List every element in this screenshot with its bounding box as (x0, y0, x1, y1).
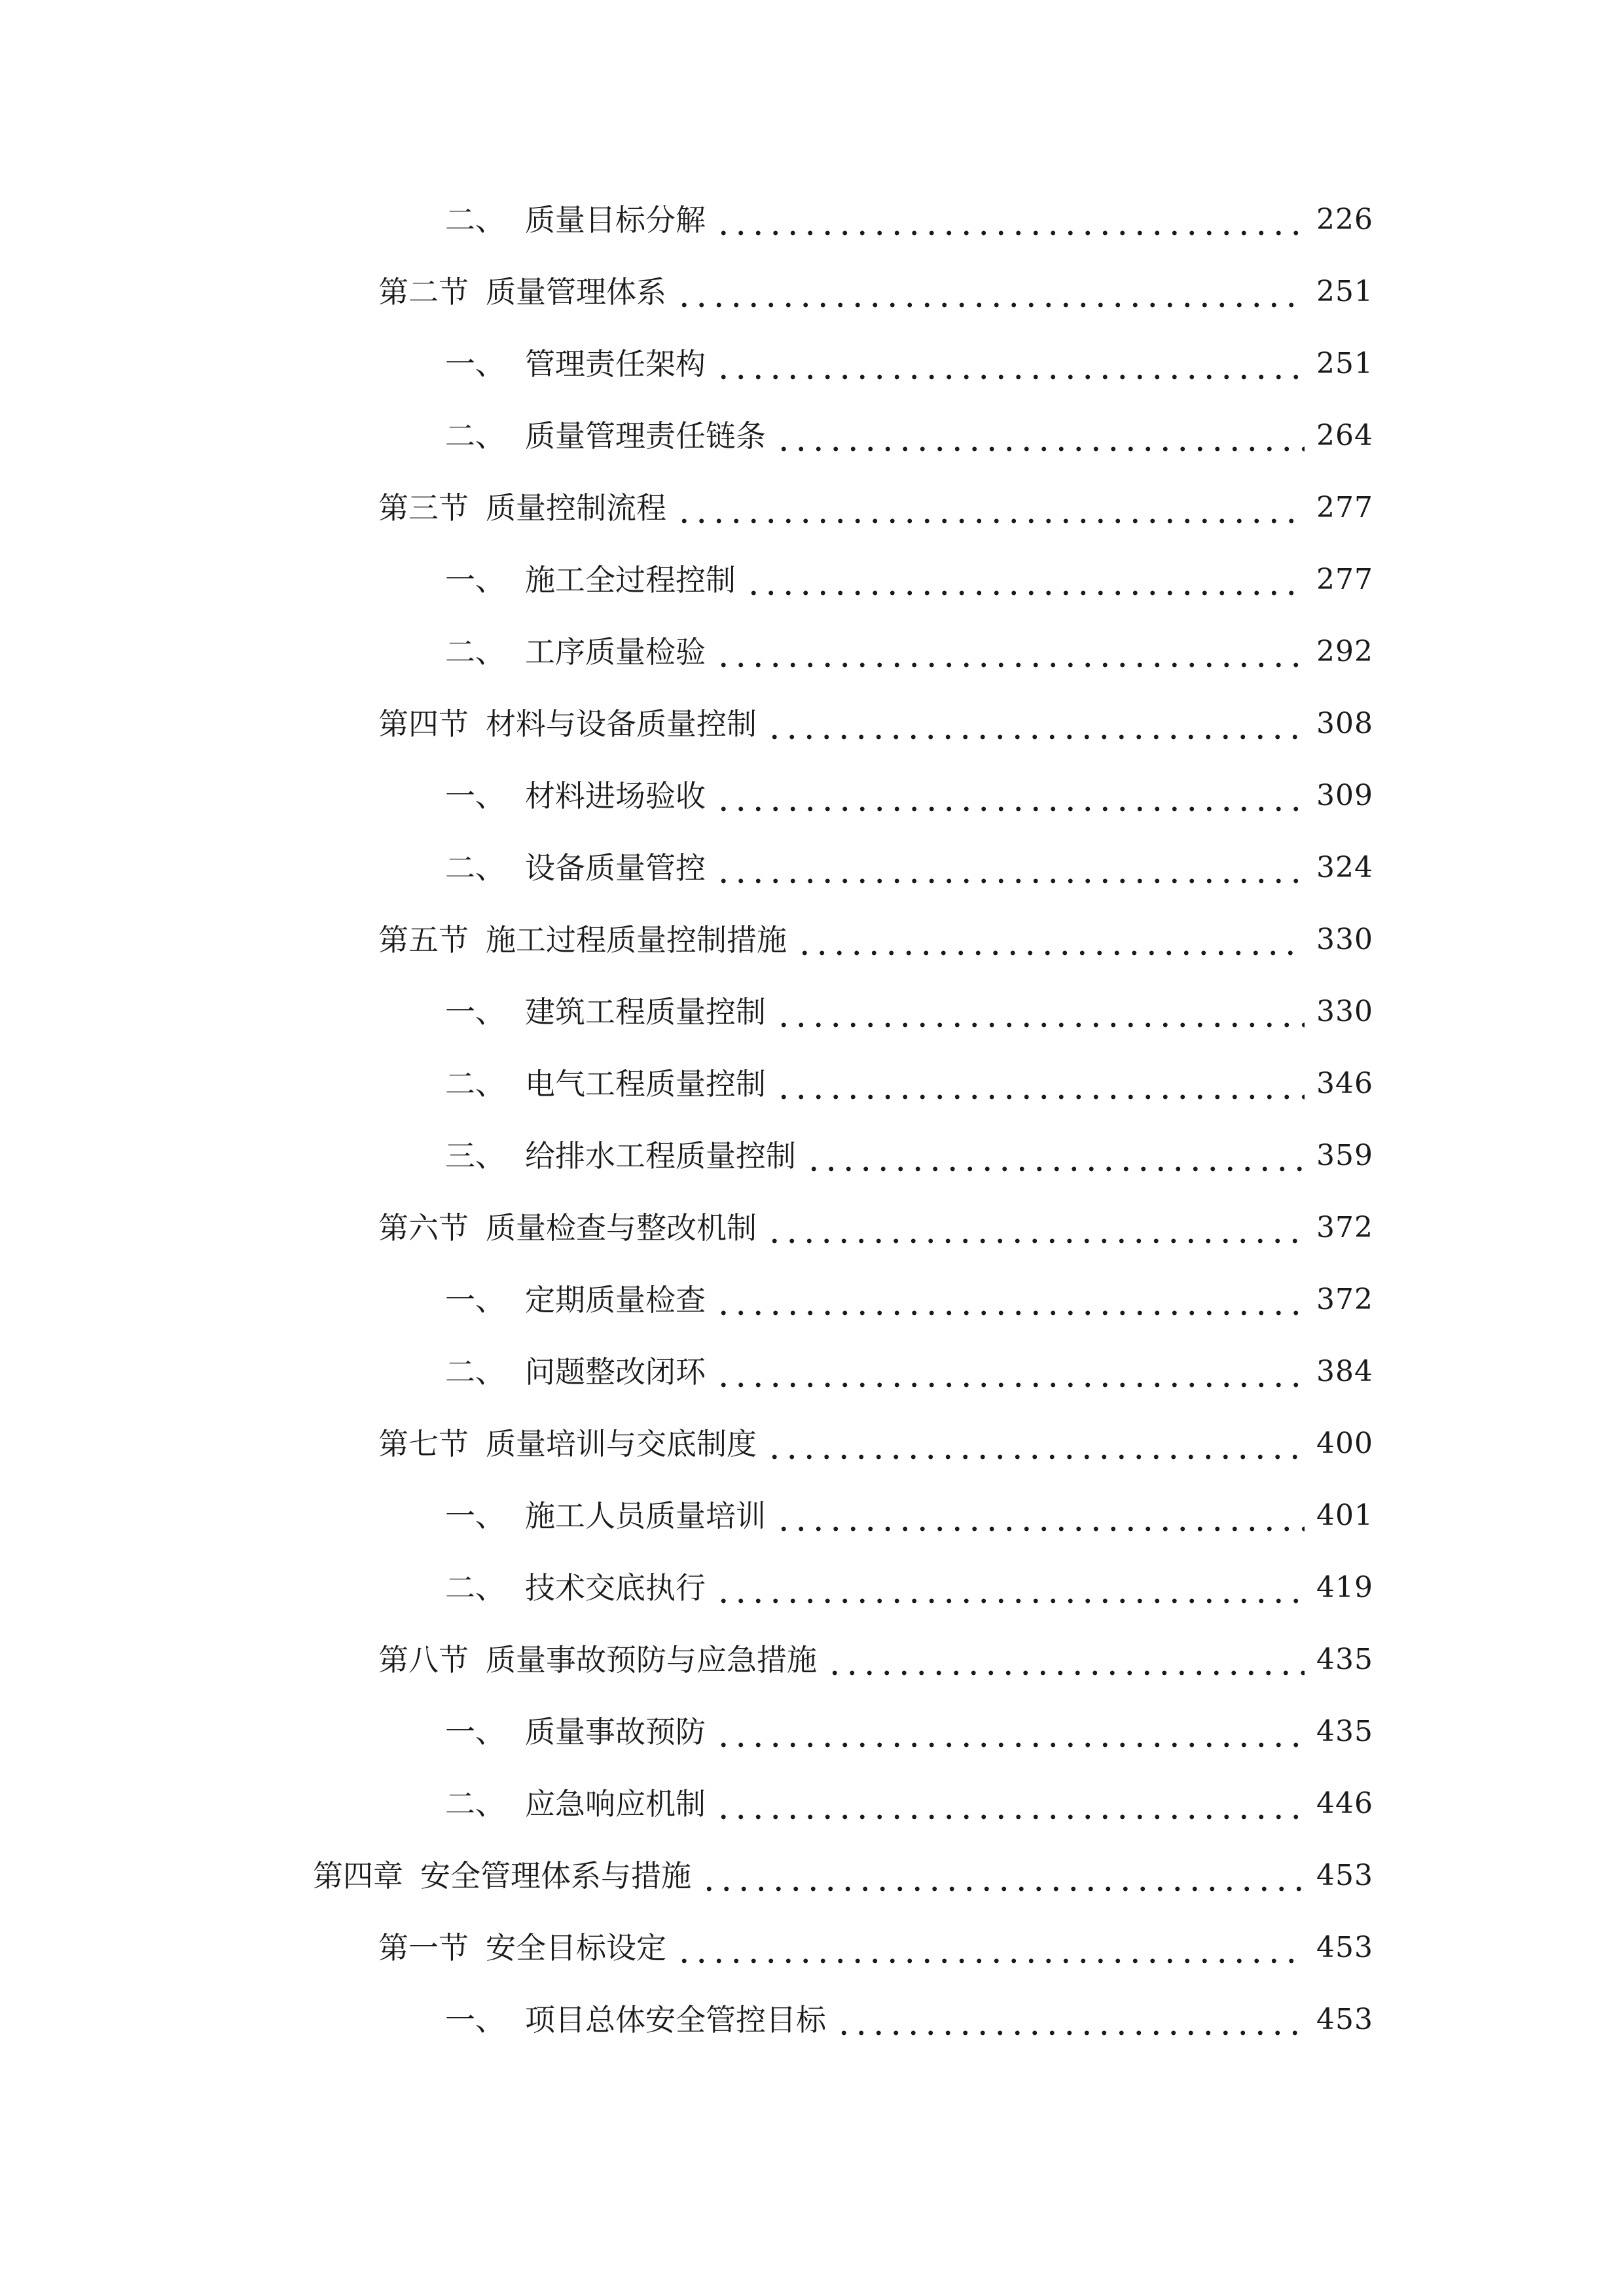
toc-dot-leader (715, 1742, 1305, 1748)
toc-entry[interactable] (0, 1552, 1624, 1624)
toc-entry-number: 二、 (445, 1066, 505, 1102)
toc-entry-title: 安全管理体系与措施 (420, 1858, 691, 1893)
toc-entry-title: 应急响应机制 (525, 1786, 706, 1821)
toc-entry[interactable] (0, 1696, 1624, 1768)
toc-entry-number: 第五节 (378, 922, 469, 958)
toc-entry[interactable] (0, 544, 1624, 616)
toc-entry-title: 给排水工程质量控制 (525, 1138, 796, 1174)
toc-entry-title: 定期质量检查 (525, 1282, 706, 1318)
toc-entry-number: 第三节 (378, 490, 469, 526)
toc-entry[interactable] (0, 1120, 1624, 1192)
toc-entry-title: 管理责任架构 (525, 346, 706, 382)
toc-entry[interactable] (0, 760, 1624, 832)
toc-entry-page-number: 277 (1316, 563, 1373, 596)
toc-entry-page-number: 330 (1316, 995, 1373, 1028)
toc-entry[interactable] (0, 472, 1624, 544)
toc-entry-title: 质量培训与交底制度 (486, 1426, 757, 1462)
toc-dot-leader (715, 1814, 1305, 1820)
toc-entry-title: 工序质量检验 (525, 634, 706, 670)
toc-dot-leader (766, 1238, 1305, 1244)
toc-entry-title: 电气工程质量控制 (525, 1066, 766, 1102)
toc-entry-page-number: 419 (1316, 1571, 1373, 1604)
toc-entry-page-number: 359 (1316, 1139, 1373, 1172)
toc-dot-leader (805, 1166, 1305, 1172)
toc-entry[interactable] (0, 1480, 1624, 1552)
toc-dot-leader (715, 1598, 1305, 1604)
toc-entry-number: 第四章 (313, 1858, 403, 1893)
toc-entry-page-number: 372 (1316, 1283, 1373, 1316)
toc-entry-page-number: 453 (1316, 1931, 1373, 1964)
toc-entry-number: 一、 (445, 994, 505, 1030)
toc-entry[interactable] (0, 256, 1624, 328)
toc-dot-leader (715, 374, 1305, 380)
toc-entry-title: 质量目标分解 (525, 202, 706, 238)
toc-entry-page-number: 401 (1316, 1499, 1373, 1532)
toc-entry[interactable] (0, 1408, 1624, 1480)
toc-entry-page-number: 330 (1316, 923, 1373, 956)
toc-entry[interactable] (0, 1048, 1624, 1120)
toc-entry-page-number: 324 (1316, 851, 1373, 884)
toc-entry[interactable] (0, 1768, 1624, 1840)
toc-entry-number: 二、 (445, 1354, 505, 1390)
toc-dot-leader (745, 590, 1305, 596)
toc-entry[interactable] (0, 1264, 1624, 1336)
toc-dot-leader (715, 1310, 1305, 1316)
toc-entry-title: 质量事故预防与应急措施 (486, 1642, 817, 1677)
toc-entry-number: 一、 (445, 1282, 505, 1318)
toc-dot-leader (676, 518, 1305, 524)
toc-entry[interactable] (0, 328, 1624, 400)
toc-entry-number: 二、 (445, 418, 505, 454)
toc-entry-number: 一、 (445, 1498, 505, 1534)
toc-entry-number: 第七节 (378, 1426, 469, 1462)
toc-entry-page-number: 308 (1316, 707, 1373, 740)
toc-entry-number: 一、 (445, 1714, 505, 1749)
toc-dot-leader (700, 1886, 1305, 1892)
toc-dot-leader (775, 1526, 1305, 1532)
toc-dot-leader (715, 1382, 1305, 1388)
toc-entry-number: 第四节 (378, 706, 469, 742)
toc-entry-page-number: 226 (1316, 203, 1373, 236)
toc-entry-title: 设备质量管控 (525, 850, 706, 886)
toc-entry-title: 质量管理体系 (486, 274, 666, 310)
toc-entry[interactable] (0, 1624, 1624, 1696)
toc-dot-leader (715, 662, 1305, 668)
toc-dot-leader (715, 806, 1305, 812)
toc-entry-page-number: 264 (1316, 419, 1373, 452)
toc-entry-number: 第八节 (378, 1642, 469, 1677)
toc-entry-title: 建筑工程质量控制 (525, 994, 766, 1030)
toc-entry-title: 施工全过程控制 (525, 562, 736, 598)
toc-dot-leader (775, 446, 1305, 452)
toc-entry-number: 第二节 (378, 274, 469, 310)
toc-entry-title: 质量控制流程 (486, 490, 666, 526)
toc-entry[interactable] (0, 904, 1624, 976)
toc-entry-title: 技术交底执行 (525, 1570, 706, 1605)
toc-dot-leader (676, 1958, 1305, 1964)
toc-entry-number: 一、 (445, 2002, 505, 2037)
toc-entry-page-number: 251 (1316, 347, 1373, 380)
toc-entry-number: 二、 (445, 850, 505, 886)
toc-entry-number: 三、 (445, 1138, 505, 1174)
toc-dot-leader (775, 1094, 1305, 1100)
toc-entry[interactable] (0, 1192, 1624, 1264)
toc-entry[interactable] (0, 400, 1624, 472)
toc-entry[interactable] (0, 1336, 1624, 1408)
toc-entry-number: 第六节 (378, 1210, 469, 1246)
toc-entry[interactable] (0, 832, 1624, 904)
toc-entry-page-number: 309 (1316, 779, 1373, 812)
toc-entry-page-number: 446 (1316, 1787, 1373, 1820)
toc-dot-leader (796, 950, 1305, 956)
toc-entry-page-number: 384 (1316, 1355, 1373, 1388)
toc-entry-number: 二、 (445, 202, 505, 238)
toc-entry-title: 质量管理责任链条 (525, 418, 766, 454)
toc-entry-title: 材料进场验收 (525, 778, 706, 814)
toc-entry-title: 项目总体安全管控目标 (525, 2002, 826, 2037)
toc-entry-title: 安全目标设定 (486, 1930, 666, 1965)
toc-dot-leader (775, 1022, 1305, 1028)
table-of-contents (0, 184, 1624, 2056)
toc-entry-title: 问题整改闭环 (525, 1354, 706, 1390)
toc-entry-page-number: 277 (1316, 491, 1373, 524)
toc-entry-page-number: 453 (1316, 1859, 1373, 1892)
toc-entry[interactable] (0, 1984, 1624, 2056)
toc-entry-number: 第一节 (378, 1930, 469, 1965)
toc-entry-page-number: 453 (1316, 2003, 1373, 2036)
toc-dot-leader (715, 878, 1305, 884)
toc-entry-page-number: 400 (1316, 1427, 1373, 1460)
toc-entry-number: 二、 (445, 1570, 505, 1605)
toc-entry-title: 施工过程质量控制措施 (486, 922, 787, 958)
toc-dot-leader (676, 302, 1305, 308)
toc-entry[interactable] (0, 616, 1624, 688)
toc-entry-number: 一、 (445, 778, 505, 814)
toc-entry-page-number: 372 (1316, 1211, 1373, 1244)
toc-entry[interactable] (0, 1840, 1624, 1912)
toc-entry-page-number: 346 (1316, 1067, 1373, 1100)
toc-entry-title: 质量事故预防 (525, 1714, 706, 1749)
toc-entry[interactable] (0, 1912, 1624, 1984)
toc-dot-leader (826, 1670, 1305, 1676)
toc-dot-leader (835, 2030, 1305, 2036)
toc-entry-title: 质量检查与整改机制 (486, 1210, 757, 1246)
toc-dot-leader (715, 230, 1305, 236)
toc-entry-number: 一、 (445, 562, 505, 598)
toc-dot-leader (766, 1454, 1305, 1460)
toc-entry-number: 二、 (445, 1786, 505, 1821)
toc-entry-page-number: 251 (1316, 275, 1373, 308)
toc-entry[interactable] (0, 184, 1624, 256)
toc-entry[interactable] (0, 688, 1624, 760)
toc-entry-title: 材料与设备质量控制 (486, 706, 757, 742)
toc-entry-page-number: 435 (1316, 1715, 1373, 1748)
toc-entry-page-number: 292 (1316, 635, 1373, 668)
toc-entry[interactable] (0, 976, 1624, 1048)
toc-entry-number: 一、 (445, 346, 505, 382)
toc-entry-page-number: 435 (1316, 1643, 1373, 1676)
toc-dot-leader (766, 734, 1305, 740)
toc-entry-number: 二、 (445, 634, 505, 670)
toc-entry-title: 施工人员质量培训 (525, 1498, 766, 1534)
